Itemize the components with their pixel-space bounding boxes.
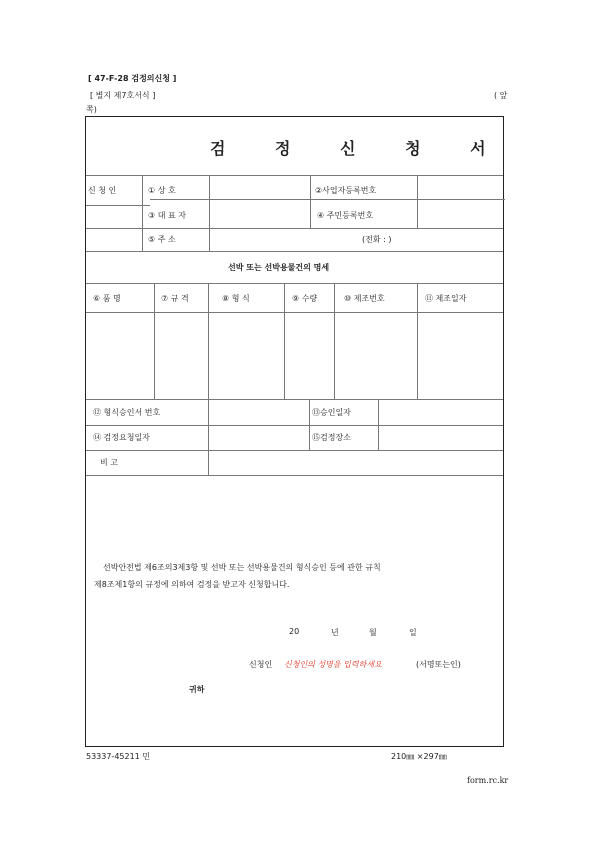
approval-no-label: ⑫ 형식승인서 번호: [93, 408, 161, 417]
form-code: [ 47-F-28 검정의신청 ]: [88, 74, 177, 83]
attachment-label: [ 별지 제7호서식 ]: [90, 91, 156, 100]
section-title: 선박 또는 선박용물건의 명세: [228, 263, 330, 272]
business-name-label: ① 상 호: [148, 186, 176, 195]
representative-label: ③ 대 표 자: [148, 211, 186, 220]
col-serial: ⑩ 제조번호: [344, 294, 385, 303]
date-day-unit: 일: [409, 628, 417, 637]
applicant-name-input[interactable]: 신청인의 성명을 입력하세요: [284, 660, 382, 669]
request-date-label: ⑭ 검정요청일자: [93, 433, 150, 442]
col-qty: ⑨ 수량: [292, 294, 318, 303]
date-year-unit: 년: [331, 628, 339, 637]
form-number: 53337-45211 민: [86, 752, 151, 761]
inspection-place-label: ⑮검정장소: [312, 433, 351, 442]
statement-line2: 제8조제1항의 규정에 의하여 검정을 받고자 신청합니다.: [94, 580, 290, 589]
form-title: 검 정 신 청 서: [210, 139, 508, 158]
paper-size: 210㎜ ×297㎜: [391, 752, 447, 761]
phone-label: (전화 : ): [362, 235, 392, 244]
front-side-label: ( 앞: [494, 91, 508, 100]
date-year: 20: [289, 627, 300, 636]
applicant-sign-label: 신청인: [249, 660, 273, 669]
business-reg-label: ②사업자등록번호: [315, 186, 377, 195]
applicant-label: 신 청 인: [88, 186, 117, 195]
col-type: ⑧ 형 식: [222, 294, 250, 303]
front-side-label-cont: 쪽): [86, 105, 97, 114]
approval-date-label: ⑬승인일자: [312, 408, 351, 417]
address-label: ⑤ 주 소: [148, 235, 176, 244]
remarks-label: 비 고: [100, 458, 118, 467]
col-item: ⑥ 품 명: [93, 294, 121, 303]
col-mfg-date: ⑪ 제조일자: [425, 294, 467, 303]
statement-line1: 선박안전법 제6조의3제3항 및 선박 또는 선박용물건의 형식승인 등에 관한 규칙: [103, 563, 381, 572]
application-form: [85, 116, 508, 747]
col-spec: ⑦ 규 격: [161, 294, 189, 303]
site-link[interactable]: form.rc.kr: [467, 776, 509, 785]
date-month-unit: 월: [369, 628, 377, 637]
sign-note: (서명또는인): [416, 660, 461, 669]
recipient-label: 귀하: [189, 685, 205, 694]
resident-reg-label: ④ 주민등록번호: [317, 211, 374, 220]
